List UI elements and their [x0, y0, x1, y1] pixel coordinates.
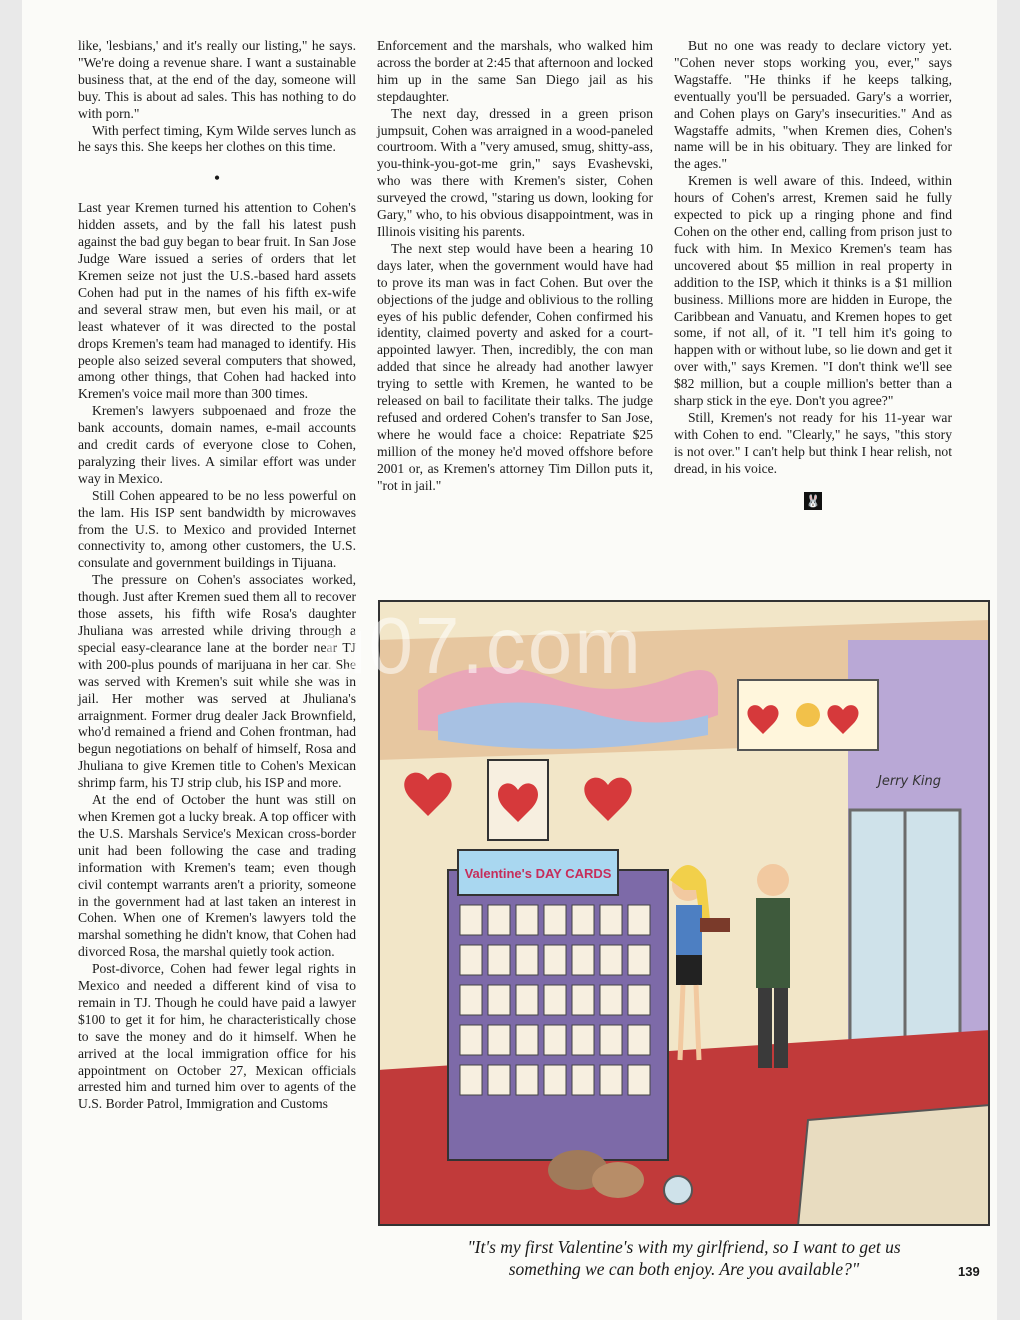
paragraph: But no one was ready to declare victory yet. "Cohen never stops working you, ever," says Wagstaffe. "He thinks if he keeps talking, eventually you'll be persuaded. Gary's a worrier, and Cohen plays on Gary's insecurities." And as Wagstaffe admits, "when Kremen dies, Cohen's name will be in his obituary. They are linked for the ages." — [674, 38, 952, 172]
caption-line: "It's my first Valentine's with my girlfriend, so I want to get us — [467, 1237, 901, 1257]
page-number: 139 — [958, 1264, 980, 1279]
paragraph: Kremen's lawyers subpoenaed and froze the bank accounts, domain names, e-mail accounts and credit cards of everyone close to Cohen, paralyzing their lives. A similar effort was under way in Mexico. — [78, 403, 356, 486]
paragraph: Still Cohen appeared to be no less powerful on the lam. His ISP sent bandwidth by microwaves from the U.S. to Mexico and provided Internet connectivity to, among other customers, the U.S. consulate and government buildings in Tijuana. — [78, 487, 356, 571]
cartoonist-signature: Jerry King — [878, 774, 941, 789]
paragraph: Post-divorce, Cohen had fewer legal rights in Mexico and needed a different kind of visa to remain in TJ. Though he could have paid a lawyer $100 to get it for him, he characteristically chose to save the money and do it himself. When he arrived at the local immigration office for his appointment on October 27, Mexican officials arrested him and turned him over to agents of the U.S. Border Patrol, Immigration and Customs — [78, 961, 356, 1112]
article-column-3 — [674, 38, 952, 510]
paragraph: Still, Kremen's not ready for his 11-year war with Cohen to end. "Clearly," he says, "this story is not over." I can't help but think I hear relish, not dread, in his voice. — [674, 409, 952, 476]
snow-globe — [664, 1176, 692, 1204]
smiley-icon — [796, 703, 820, 727]
article-column-1 — [78, 38, 356, 1113]
paragraph: like, 'lesbians,' and it's really our listing," he says. "We're doing a revenue share. I want a sustainable business that, at the end of the day, someone will buy. This is about ad sales. This has nothing to do with porn." — [78, 38, 356, 121]
teddy-bear — [592, 1162, 644, 1198]
watermark: u07.com — [322, 601, 643, 690]
paragraph: Last year Kremen turned his attention to Cohen's hidden assets, and by the fall his latest push against the bad guy began to bear fruit. In San Jose Judge Ware issued a series of orders that let Kremen seize not just the U.S.-based hard assets Cohen had put in the names of his fifth ex-wife and several straw men, but even his mail, or at least whatever of it was directed to the postal drops Kremen's team had managed to identify. His people also seized several computers that showed, among other things, that Cohen had hacked into Kremen's voice mail more than 300 times. — [78, 200, 356, 402]
paragraph: The next day, dressed in a green prison jumpsuit, Cohen was arraigned in a wood-paneled courtroom. With a "very amused, smug, shitty-ass, you-think-you-got-me grin," says Evashevski, who was there with Kremen's sister, Cohen surveyed the crowd, "staring us down, looking for Gary," who, to his obvious disappointment, was in Illinois visiting his parents. — [377, 105, 653, 239]
article-column-2 — [377, 38, 653, 494]
bunny-end-mark-icon: 🐰 — [805, 493, 821, 508]
paragraph: The pressure on Cohen's associates worked, though. Just after Kremen sued them all to recover those assets, his fifth wife Rosa's daughter Jhuliana was arrested while driving through a special easy-clearance lane at the border near TJ with 200-plus pounds of marijuana in her car. She was served with Kremen's suit while she was in jail. Her mother was served at Jhuliana's arraignment. Former drug dealer Jack Brownfield, who'd remained a friend and Cohen frontman, had begun negotiations on behalf of himself, Rosa and Jhuliana to give Kremen title to Cohen's Mexican shrimp farm, his TJ strip club, his ISP and more. — [78, 572, 356, 791]
cartoon-illustration — [378, 600, 990, 1226]
caption-line: something we can both enjoy. Are you available?" — [508, 1259, 860, 1279]
cartoon-caption — [378, 1236, 990, 1280]
card-rack-sign: Valentine's DAY CARDS — [464, 866, 612, 881]
magazine-page — [22, 0, 997, 1320]
paragraph: The next step would have been a hearing 10 days later, when the government would have had to prove its man was in fact Cohen. But over the objections of the judge and oblivious to the rolling eyes of his public defender, Cohen confirmed his identity, claimed poverty and asked for a court-appointed lawyer. Then, incredibly, the con man added that since he already had another lawyer trying to settle with Kremen, he wanted to be released on bail to facilitate their talks. The judge refused and ordered Cohen's transfer to San Jose, where he would face a choice: Repatriate $25 million of the money he'd moved offshore before 2001 or, as Kremen's attorney Tim Dillon puts it, "rot in jail." — [377, 240, 653, 493]
shop-counter — [798, 1105, 990, 1226]
greeting-cards — [460, 905, 650, 1095]
paragraph: With perfect timing, Kym Wilde serves lunch as he says this. She keeps her clothes on this time. — [78, 122, 356, 155]
section-separator: • — [213, 168, 221, 189]
paragraph: Kremen is well aware of this. Indeed, within hours of Cohen's arrest, Kremen said he fully expected to pick up a ringing phone and find Cohen on the other end, calling from prison just to fuck with him. In Mexico Kremen's team has uncovered about $5 million in real property in addition to the ISP, which it thinks is a $1 million business. Millions more are hidden in Europe, the Caribbean and Vanuatu, and Kremen hopes to get some, if not all, of it. "I tell him it's going to happen with or without lube, so lie down and get it over with," says Kremen. "I don't think we'll see $82 million, but a couple million's better than a sharp stick in the eye. Don't you agree?" — [674, 173, 952, 409]
paragraph: Enforcement and the marshals, who walked him across the border at 2:45 that afternoon and locked him up in the same San Diego jail as his stepdaughter. — [377, 38, 653, 104]
paragraph: At the end of October the hunt was still on when Kremen got a lucky break. A top officer with the U.S. Marshals Service's Mexican cross-border unit had been following the case and trading information with Kremen's team; even though civil contempt warrants aren't a priority, someone in the government had at last taken an interest in Cohen. When one of Kremen's lawyers told the marshal something he didn't know, that Cohen had divorced Rosa, the marshal quietly took action. — [78, 792, 356, 960]
